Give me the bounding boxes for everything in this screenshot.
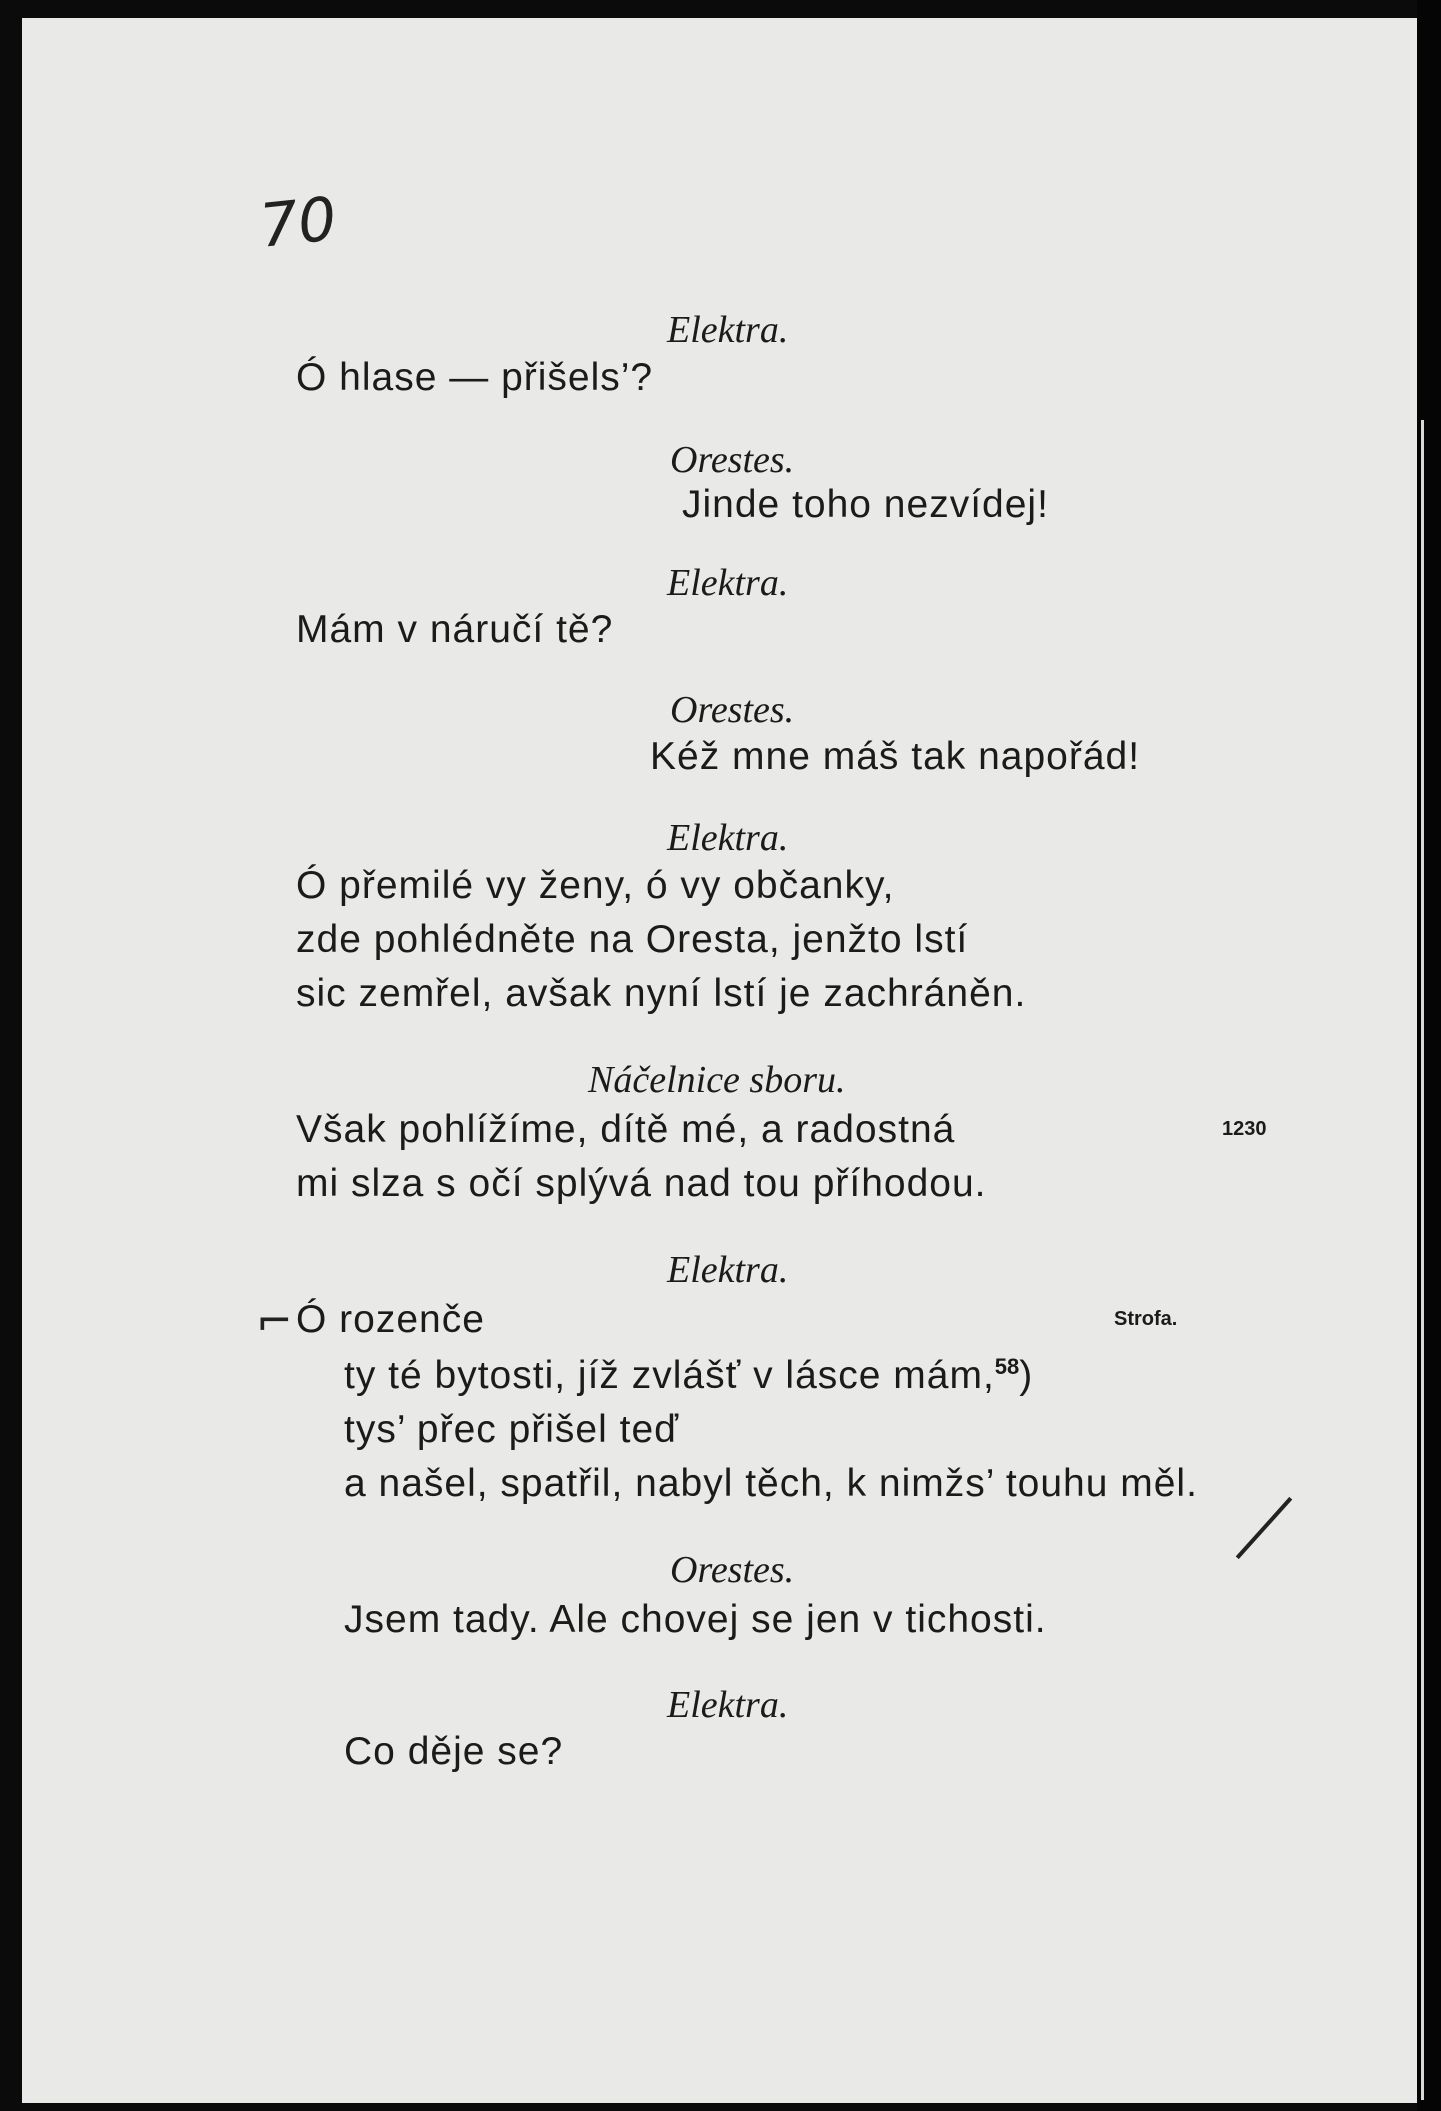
verse-line: Ó přemilé vy ženy, ó vy občanky, [296,864,895,907]
verse-text: ) [1019,1354,1034,1397]
verse-line: Ó rozenče [296,1298,485,1341]
speaker-orestes: Orestes. [670,689,795,731]
verse-line: zde pohlédněte na Oresta, jenžto lstí [296,918,969,961]
verse-line: Mám v náručí tě? [296,608,614,651]
verse-line: Kéž mne máš tak napořád! [650,735,1141,778]
speaker-elektra: Elektra. [667,1249,789,1291]
verse-line [344,1354,1033,1398]
binding-edge [1421,420,1424,2100]
speaker-chorus-leader: Náčelnice sboru. [588,1059,846,1101]
verse-line: mi slza s očí splývá nad tou příhodou. [296,1162,987,1205]
verse-line: tys’ přec přišel teď [344,1408,680,1451]
page-number: 70 [256,184,340,262]
line-number-note: 1230 [1222,1118,1267,1140]
book-page [22,18,1417,2103]
verse-line: a našel, spatřil, nabyl těch, k nimžs’ touhu měl. [344,1462,1198,1505]
speaker-orestes: Orestes. [670,1549,795,1591]
speaker-elektra: Elektra. [667,562,789,604]
strofa-note: Strofa. [1114,1308,1178,1330]
footnote-marker: 58 [994,1354,1020,1379]
verse-line: Však pohlížíme, dítě mé, a radostná [296,1108,956,1151]
speaker-elektra: Elektra. [667,309,789,351]
verse-line: Jinde toho nezvídej! [682,483,1049,526]
speaker-elektra: Elektra. [667,1684,789,1726]
verse-line: sic zemřel, avšak nyní lstí je zachráněn. [296,972,1027,1015]
verse-line: Co děje se? [344,1730,564,1773]
pencil-bracket-mark: ⌐ [256,1296,293,1347]
verse-line: Ó hlase — přišels’? [296,356,654,399]
pencil-slash-mark [1236,1497,1293,1559]
verse-line: Jsem tady. Ale chovej se jen v tichosti. [344,1598,1047,1641]
speaker-elektra: Elektra. [667,817,789,859]
verse-text: ty té bytosti, jíž zvlášť v lásce mám, [344,1354,995,1397]
speaker-orestes: Orestes. [670,439,795,481]
